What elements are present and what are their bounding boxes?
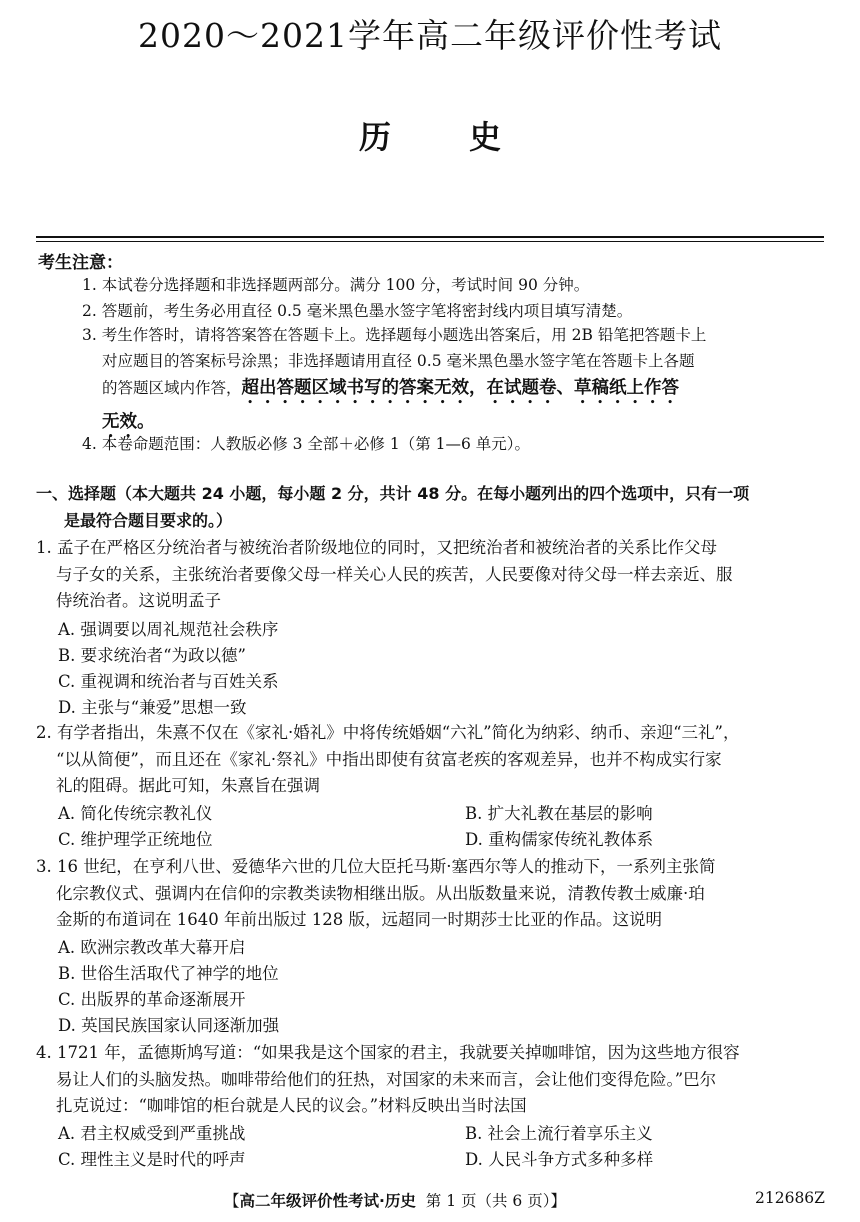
question-2 [36,720,828,800]
question-2-stem-line: 礼的阻碍。据此可知，朱熹旨在强调 [56,776,320,795]
divider-thick [36,236,824,238]
page-footer [224,1189,566,1211]
subject-title: 历史 [358,118,579,156]
notice-item-3-line3-text: 的答题区域内作答， [102,379,242,397]
question-1-option-d: D. 主张与“兼爱”思想一致 [58,698,247,717]
footer-exam-name: 高二年级评价性考试·历史 [239,1192,416,1210]
question-2-option-d: D. 重构儒家传统礼教体系 [465,830,654,849]
question-4 [36,1040,828,1120]
question-3-stem-line: 化宗教仪式、强调内在信仰的宗教类读物相继出版。从出版数量来说，清教传教士威廉·珀 [56,883,705,903]
footer-page-number: 第 1 页（共 6 页） [425,1192,551,1210]
notice-emphasis-invalid: 无效。 [102,412,155,432]
question-2-option-b: B. 扩大礼教在基层的影响 [465,804,653,823]
question-4-option-a: A. 君主权威受到严重挑战 [58,1124,246,1143]
question-3 [36,854,828,934]
footer-bracket-close: 】 [550,1192,566,1210]
question-4-option-d: D. 人民斗争方式多种多样 [465,1150,654,1169]
question-2-option-c: C. 维护理学正统地位 [58,830,213,849]
section-heading-line1: 一、选择题（本大题共 24 小题，每小题 2 分，共计 48 分。在每小题列出的四个选项中，只有一项 [36,484,750,503]
question-3-stem-line: 3. 16 世纪，在亨利八世、爱德华六世的几位大臣托马斯·塞西尔等人的推动下，一系列主张简 [36,857,716,876]
question-1 [36,535,828,615]
question-4-stem-line: 扎克说过：“咖啡馆的柜台就是人民的议会。”材料反映出当时法国 [56,1096,527,1115]
question-4-option-c: C. 理性主义是时代的呼声 [58,1150,246,1169]
notice-item-2: 2. 答题前，考生务必用直径 0.5 毫米黑色墨水签字笔将密封线内项目填写清楚。 [82,302,633,320]
question-1-stem-line: 1. 孟子在严格区分统治者与被统治者阶级地位的同时，又把统治者和被统治者的关系比作父母 [36,538,717,557]
question-1-option-a: A. 强调要以周礼规范社会秩序 [58,620,279,639]
question-1-stem-line: 与子女的关系，主张统治者要像父母一样关心人民的疾苦，人民要像对待父母一样去亲近、服 [56,564,733,584]
footer-bracket-open: 【 [224,1192,240,1210]
notice-item-3 [82,322,827,442]
question-1-stem-line: 侍统治者。这说明孟子 [56,591,221,610]
section-heading-line2: 是最符合题目要求的。） [64,511,233,530]
question-1-option-b: B. 要求统治者“为政以德” [58,646,246,665]
question-3-stem-line: 金斯的布道词在 1640 年前出版过 128 版，远超同一时期莎士比亚的作品。这说明 [56,910,662,929]
notice-item-4: 4. 本卷命题范围：人教版必修 3 全部＋必修 1（第 1—6 单元）。 [82,435,531,453]
question-3-option-d: D. 英国民族国家认同逐渐加强 [58,1016,280,1035]
question-2-stem-line: 2. 有学者指出，朱熹不仅在《家礼·婚礼》中将传统婚姻“六礼”简化为纳彩、纳币、亲迎“三礼”， [36,723,740,742]
question-3-option-c: C. 出版界的革命逐渐展开 [58,990,246,1009]
question-4-option-b: B. 社会上流行着享乐主义 [465,1124,653,1143]
notice-emphasis-warning: 超出答题区域书写的答案无效，在试题卷、草稿纸上作答 [241,378,680,398]
exam-title: 2020～2021学年高二年级评价性考试 [138,16,722,55]
question-1-option-c: C. 重视调和统治者与百姓关系 [58,672,279,691]
notice-heading: 考生注意： [38,253,123,273]
question-3-option-b: B. 世俗生活取代了神学的地位 [58,964,279,983]
question-3-option-a: A. 欧洲宗教改革大幕开启 [58,938,246,957]
question-4-stem-line: 4. 1721 年，孟德斯鸠写道：“如果我是这个国家的君主，我就要关掉咖啡馆，因为这些地方很容 [36,1043,740,1062]
section-heading [36,480,836,534]
question-4-stem-line: 易让人们的头脑发热。咖啡带给他们的狂热，对国家的未来而言，会让他们变得危险。”巴尔 [56,1069,717,1089]
divider-thin [36,241,824,242]
question-2-stem-line: “以从简便”，而且还在《家礼·祭礼》中指出即使有贫富老疾的客观差异，也并不构成实行家 [56,749,722,769]
notice-item-1: 1. 本试卷分选择题和非选择题两部分。满分 100 分，考试时间 90 分钟。 [82,276,590,294]
question-2-option-a: A. 简化传统宗教礼仪 [58,804,213,823]
notice-item-3-line3 [82,374,827,408]
paper-code: 212686Z [755,1189,825,1207]
notice-item-3-line2: 对应题目的答案标号涂黑；非选择题请用直径 0.5 毫米黑色墨水签字笔在答题卡上各题 [102,352,695,370]
notice-item-3-line1: 3. 考生作答时，请将答案答在答题卡上。选择题每小题选出答案后，用 2B 铅笔把答题卡上 [82,326,707,344]
